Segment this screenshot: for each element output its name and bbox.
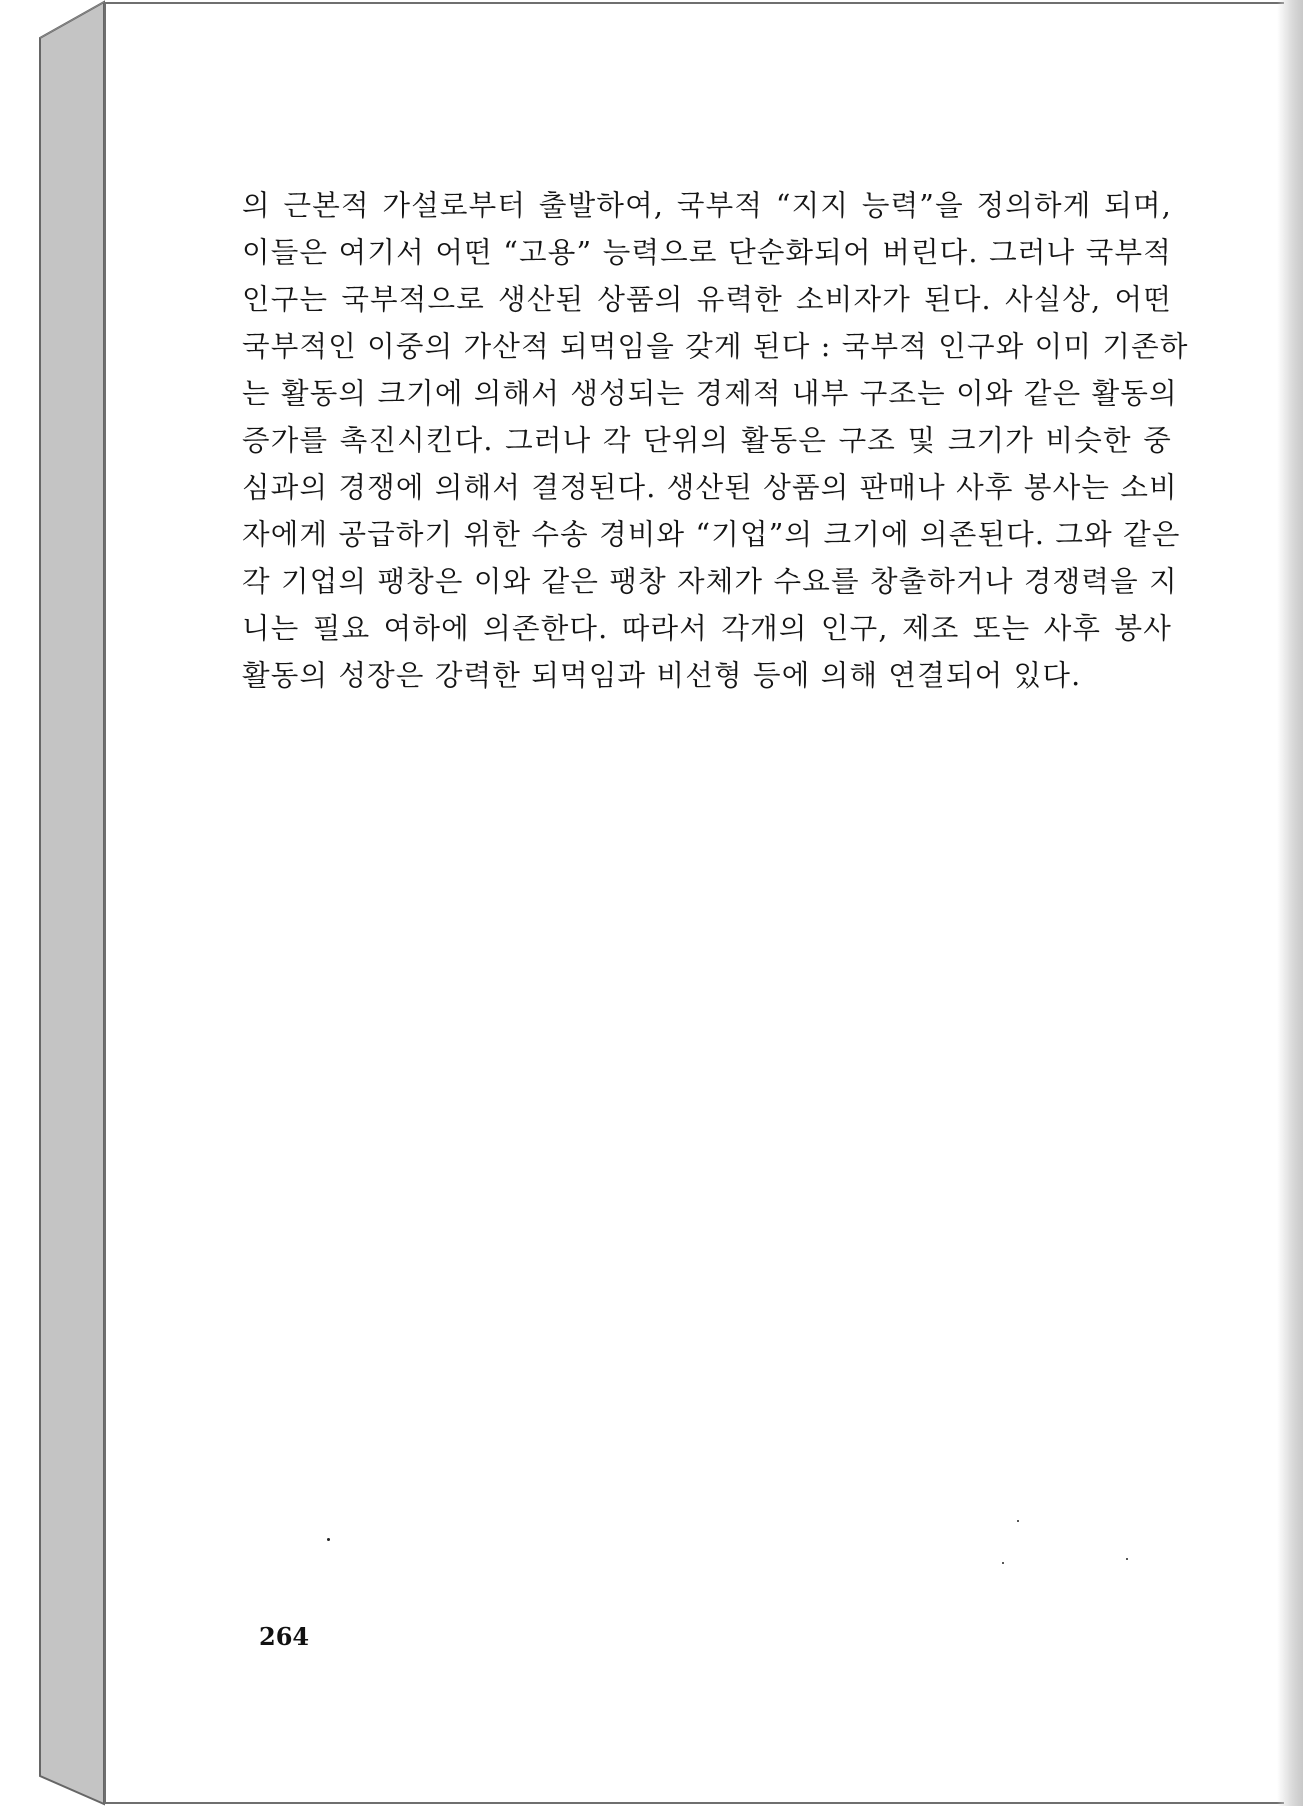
body-paragraph xyxy=(242,182,1189,699)
scan-speck xyxy=(327,1538,330,1541)
text-line: 각 기업의 팽창은 이와 같은 팽창 자체가 수요를 창출하거나 경쟁력을 지 xyxy=(242,565,1178,598)
text-line: 국부적인 이중의 가산적 되먹임을 갖게 된다 : 국부적 인구와 이미 기존하 xyxy=(242,330,1189,363)
text-line: 심과의 경쟁에 의해서 결정된다. 생산된 상품의 판매나 사후 봉사는 소비 xyxy=(242,471,1178,504)
text-line: 의 근본적 가설로부터 출발하여, 국부적 “지지 능력”을 정의하게 되며, xyxy=(242,189,1172,222)
page-edge-shadow xyxy=(1277,0,1303,1806)
book-spine-edge xyxy=(0,0,110,1806)
text-line: 증가를 촉진시킨다. 그러나 각 단위의 활동은 구조 및 크기가 비슷한 중 xyxy=(242,424,1172,457)
scan-speck xyxy=(1002,1562,1004,1564)
scan-speck xyxy=(1126,1558,1128,1560)
scan-speck xyxy=(1017,1520,1019,1522)
text-line: 니는 필요 여하에 의존한다. 따라서 각개의 인구, 제조 또는 사후 봉사 xyxy=(242,612,1172,645)
text-line: 는 활동의 크기에 의해서 생성되는 경제적 내부 구조는 이와 같은 활동의 xyxy=(242,377,1178,410)
text-line: 자에게 공급하기 위한 수송 경비와 “기업”의 크기에 의존된다. 그와 같은 xyxy=(242,518,1181,551)
text-line: 활동의 성장은 강력한 되먹임과 비선형 등에 의해 연결되어 있다. xyxy=(242,659,1082,692)
text-line: 인구는 국부적으로 생산된 상품의 유력한 소비자가 된다. 사실상, 어떤 xyxy=(242,283,1172,316)
page-number: 264 xyxy=(259,1622,310,1651)
text-line: 이들은 여기서 어떤 “고용” 능력으로 단순화되어 버린다. 그러나 국부적 xyxy=(242,236,1172,269)
